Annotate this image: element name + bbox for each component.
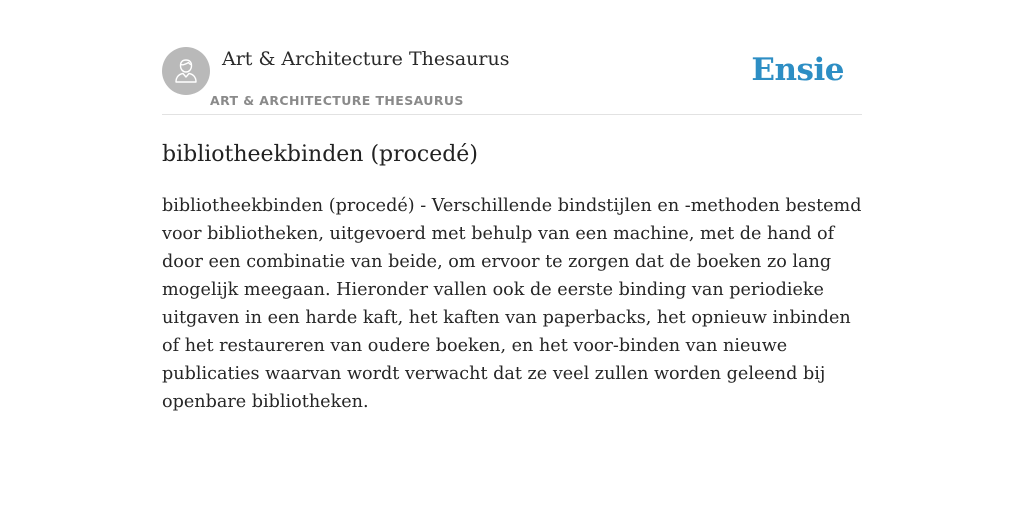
- brand-logo[interactable]: Ensie: [751, 52, 844, 88]
- user-avatar-icon[interactable]: [162, 47, 210, 95]
- author-name-link[interactable]: Art & Architecture Thesaurus: [222, 48, 510, 70]
- article-header: [162, 47, 862, 115]
- article-body: bibliotheekbinden (procedé) - Verschillende bindstijlen en -methoden bestemd voor bibliotheken, uitgevoerd met behulp van een machine, met de hand of door een combinatie van beide, om ervoor te zorgen dat de boeken zo lang mogelijk meegaan. Hieronder vallen ook de eerste binding van periodieke uitgaven in een harde kaft, het kaften van paperbacks, het opnieuw inbinden of het restaureren van oudere boeken, en het voor-binden van nieuwe publicaties waarvan wordt verwacht dat ze veel zullen worden geleend bij openbare bibliotheken.: [162, 196, 862, 412]
- article-title: bibliotheekbinden (procedé): [162, 142, 478, 167]
- source-label[interactable]: ART & ARCHITECTURE THESAURUS: [210, 93, 464, 108]
